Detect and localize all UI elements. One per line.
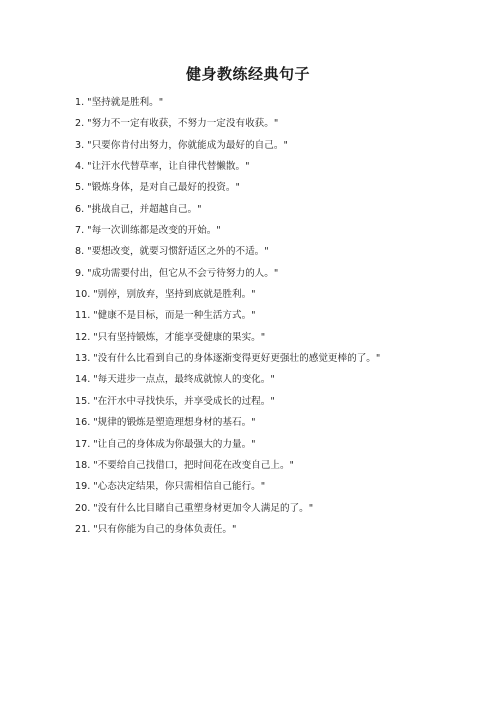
item-number: 7. xyxy=(75,225,85,237)
item-text: "只有坚持锻炼，才能享受健康的果实。" xyxy=(93,331,266,343)
list-item xyxy=(75,113,475,134)
item-number: 14. xyxy=(75,374,91,386)
list-item xyxy=(75,412,475,433)
item-text: "没有什么比看到自己的身体逐渐变得更好更强壮的感觉更棒的了。" xyxy=(93,353,381,365)
list-item xyxy=(75,156,475,177)
item-text: "挑战自己，并超越自己。" xyxy=(87,203,202,215)
item-number: 2. xyxy=(75,118,85,130)
item-text: "只有你能为自己的身体负责任。" xyxy=(93,523,237,535)
list-item xyxy=(75,220,475,241)
item-number: 1. xyxy=(75,97,85,108)
list-item xyxy=(75,199,475,220)
item-number: 10. xyxy=(75,289,91,301)
list-item xyxy=(75,135,475,156)
list-item xyxy=(75,263,475,284)
item-number: 9. xyxy=(75,267,85,279)
item-text: "心态决定结果，你只需相信自己能行。" xyxy=(93,481,266,493)
item-text: "坚持就是胜利。" xyxy=(87,97,164,108)
item-text: "在汗水中寻找快乐，并享受成长的过程。" xyxy=(93,395,275,407)
list-item xyxy=(75,476,475,497)
list-item xyxy=(75,305,475,326)
item-number: 11. xyxy=(75,310,91,322)
item-text: "锻炼身体，是对自己最好的投资。" xyxy=(87,182,240,194)
list-item xyxy=(75,177,475,198)
list-item xyxy=(75,434,475,455)
list-item xyxy=(75,391,475,412)
item-text: "努力不一定有收获，不努力一定没有收获。" xyxy=(87,118,279,130)
item-number: 17. xyxy=(75,438,91,450)
quote-list xyxy=(75,92,475,540)
list-item xyxy=(75,455,475,476)
list-item xyxy=(75,369,475,390)
item-text: "成功需要付出，但它从不会亏待努力的人。" xyxy=(87,267,279,279)
item-text: "每一次训练都是改变的开始。" xyxy=(87,225,221,237)
list-item xyxy=(75,348,475,369)
item-text: "让汗水代替草率，让自律代替懒散。" xyxy=(87,161,250,173)
list-item xyxy=(75,92,475,113)
item-number: 16. xyxy=(75,417,91,429)
list-item xyxy=(75,519,475,540)
item-number: 18. xyxy=(75,459,91,471)
item-text: "只要你肯付出努力，你就能成为最好的自己。" xyxy=(87,139,288,151)
item-text: "别停，别放弃，坚持到底就是胜利。" xyxy=(93,289,256,301)
item-text: "不要给自己找借口，把时间花在改变自己上。" xyxy=(93,459,294,471)
item-text: "没有什么比目睹自己重塑身材更加令人满足的了。" xyxy=(93,502,314,514)
item-number: 20. xyxy=(75,502,91,514)
item-number: 4. xyxy=(75,161,85,173)
list-item xyxy=(75,284,475,305)
item-text: "规律的锻炼是塑造理想身材的基石。" xyxy=(93,417,256,429)
document-title: 健身教练经典句子 xyxy=(185,65,310,83)
item-number: 5. xyxy=(75,182,85,194)
item-text: "让自己的身体成为你最强大的力量。" xyxy=(93,438,256,450)
item-number: 8. xyxy=(75,246,85,258)
item-text: "每天进步一点点，最终成就惊人的变化。" xyxy=(93,374,275,386)
item-number: 13. xyxy=(75,353,91,365)
item-number: 12. xyxy=(75,331,91,343)
item-text: "健康不是目标，而是一种生活方式。" xyxy=(93,310,256,322)
list-item xyxy=(75,241,475,262)
item-text: "要想改变，就要习惯舒适区之外的不适。" xyxy=(87,246,269,258)
item-number: 6. xyxy=(75,203,85,215)
item-number: 15. xyxy=(75,395,91,407)
item-number: 3. xyxy=(75,139,85,151)
list-item xyxy=(75,498,475,519)
item-number: 19. xyxy=(75,481,91,493)
item-number: 21. xyxy=(75,523,91,535)
list-item xyxy=(75,327,475,348)
